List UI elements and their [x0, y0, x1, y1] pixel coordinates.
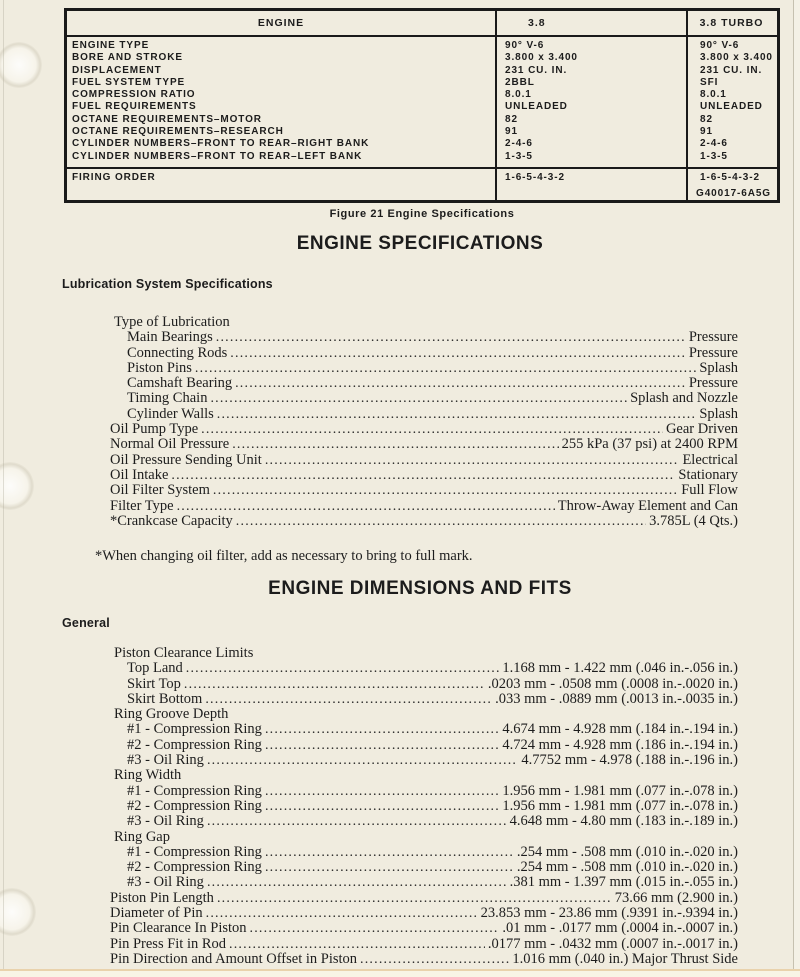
dot-leader [236, 514, 646, 529]
heading-engine-dimensions: ENGINE DIMENSIONS AND FITS [268, 578, 572, 599]
table-cell-3-8: 231 CU. IN. [505, 64, 568, 76]
table-cell-3-8: 91 [505, 126, 518, 138]
spec-label: Cylinder Walls [127, 405, 214, 422]
spec-value: .254 mm - .508 mm (.010 in.-.020 in.) [516, 859, 738, 876]
dot-leader [201, 422, 663, 437]
table-cell-3-8-turbo: 1-3-5 [700, 150, 728, 162]
spec-label: #3 - Oil Ring [127, 752, 204, 769]
dot-leader [265, 845, 514, 860]
spec-row [110, 422, 738, 437]
table-row-label: FUEL REQUIREMENTS [72, 101, 197, 113]
firing-order-3-8-turbo: 1-6-5-4-3-2 [700, 172, 760, 183]
spec-row [110, 784, 738, 799]
spec-value: 73.66 mm (2.900 in.) [614, 889, 738, 906]
spec-group-heading [110, 707, 738, 722]
firing-order-3-8: 1-6-5-4-3-2 [505, 172, 565, 183]
dot-leader [207, 753, 518, 768]
spec-value: Pressure [688, 344, 738, 361]
spec-row [110, 937, 738, 952]
spec-row [110, 753, 738, 768]
spec-row [110, 799, 738, 814]
engine-spec-table [64, 8, 780, 203]
table-cell-3-8: 1-3-5 [505, 150, 533, 162]
table-header-3-8-turbo: 3.8 TURBO [699, 17, 764, 29]
spec-label: Normal Oil Pressure [110, 436, 230, 453]
spec-row [110, 453, 738, 468]
spec-value: 4.648 mm - 4.80 mm (.183 in.-.189 in.) [509, 813, 738, 830]
page-left-edge [3, 0, 4, 977]
table-row-label: OCTANE REQUIREMENTS–MOTOR [72, 113, 262, 125]
spec-label: Pin Press Fit in Rod [110, 935, 227, 952]
spec-row [110, 677, 738, 692]
table-column-divider-1 [495, 11, 497, 200]
dot-leader [186, 661, 500, 676]
table-cell-3-8: 2-4-6 [505, 138, 533, 150]
dot-leader [217, 891, 612, 906]
table-body [67, 40, 777, 163]
table-column-labels [67, 40, 495, 163]
table-row-label: DISPLACEMENT [72, 64, 162, 76]
spec-row [110, 661, 738, 676]
spec-label: #2 - Compression Ring [127, 736, 262, 753]
table-cell-3-8-turbo: 3.800 x 3.400 [700, 52, 773, 64]
spec-row [110, 692, 738, 707]
binder-hole-embossing-top [0, 42, 42, 88]
dot-leader [230, 346, 686, 361]
spec-label: Filter Type [110, 497, 174, 514]
spec-value: Pressure [688, 329, 738, 346]
spec-label: *Crankcase Capacity [110, 512, 233, 529]
spec-row [110, 845, 738, 860]
spec-value: .254 mm - .508 mm (.010 in.-.020 in.) [516, 843, 738, 860]
dot-leader [265, 738, 499, 753]
table-row-label: ENGINE TYPE [72, 40, 150, 51]
spec-group-heading [110, 768, 738, 783]
table-row-label: BORE AND STROKE [72, 52, 183, 64]
spec-label: Timing Chain [127, 390, 208, 407]
spec-row [110, 906, 738, 921]
oil-filter-footnote: *When changing oil filter, add as necessary to bring to full mark. [95, 548, 473, 564]
table-row-label: FUEL SYSTEM TYPE [72, 76, 186, 88]
spec-row [110, 499, 738, 514]
spec-label: Ring Gap [114, 828, 170, 845]
spec-label: Ring Width [114, 767, 182, 784]
table-cell-3-8: UNLEADED [505, 101, 568, 113]
spec-row [110, 407, 738, 422]
section-general-label: General [62, 616, 110, 630]
spec-label: #3 - Oil Ring [127, 813, 204, 830]
table-cell-3-8: 3.800 x 3.400 [505, 52, 578, 64]
spec-value: .0203 mm - .0508 mm (.0008 in.-.0020 in.) [487, 675, 738, 692]
dot-leader [213, 483, 678, 498]
dot-leader [217, 407, 697, 422]
table-header-3-8: 3.8 [528, 17, 546, 29]
dot-leader [207, 814, 507, 829]
spec-label: Pin Clearance In Piston [110, 920, 247, 937]
dot-leader [207, 875, 507, 890]
table-cell-3-8-turbo: UNLEADED [700, 101, 763, 113]
spec-row [110, 860, 738, 875]
table-cell-3-8: 8.0.1 [505, 89, 532, 101]
spec-group-heading [110, 646, 738, 661]
spec-row [110, 330, 738, 345]
table-cell-3-8-turbo: 90° V-6 [700, 40, 740, 51]
dot-leader [250, 921, 500, 936]
dot-leader [235, 376, 686, 391]
spec-label: #2 - Compression Ring [127, 859, 262, 876]
spec-value: .01 mm - .0177 mm (.0004 in.-.0007 in.) [502, 920, 738, 937]
dot-leader [177, 499, 555, 514]
table-column-3-8-turbo [686, 40, 777, 163]
dot-leader [216, 330, 686, 345]
table-column-3-8 [495, 40, 686, 163]
spec-label: Top Land [127, 660, 183, 677]
table-row-label: COMPRESSION RATIO [72, 89, 196, 101]
page-right-edge [793, 0, 800, 977]
spec-label: Pin Direction and Amount Offset in Piston [110, 950, 358, 967]
binder-hole-embossing-middle [0, 462, 34, 510]
spec-group-heading [110, 315, 738, 330]
spec-label: Piston Pins [127, 359, 192, 376]
spec-value: 4.724 mm - 4.928 mm (.186 in.-.194 in.) [502, 736, 738, 753]
dot-leader [206, 906, 478, 921]
spec-label: Type of Lubrication [114, 314, 230, 330]
spec-value: 1.956 mm - 1.981 mm (.077 in.-.078 in.) [502, 782, 738, 799]
table-header-row [67, 11, 777, 35]
dot-leader [265, 784, 499, 799]
firing-order-label: FIRING ORDER [72, 172, 156, 183]
spec-value: Splash [699, 359, 738, 376]
spec-label: #1 - Compression Ring [127, 843, 262, 860]
section-lubrication-label: Lubrication System Specifications [62, 277, 273, 291]
page-bottom-edge [0, 969, 800, 977]
spec-label: #1 - Compression Ring [127, 782, 262, 799]
spec-row [110, 468, 738, 483]
dot-leader [171, 468, 675, 483]
spec-value: Electrical [682, 451, 738, 468]
spec-value: .0177 mm - .0432 mm (.0007 in.-.0017 in.) [487, 935, 738, 952]
lubrication-spec-list [110, 315, 738, 529]
spec-row [110, 391, 738, 406]
spec-value: 1.168 mm - 1.422 mm (.046 in.-.056 in.) [502, 660, 738, 677]
dot-leader [265, 860, 514, 875]
spec-value: Splash and Nozzle [630, 390, 738, 407]
heading-engine-specifications: ENGINE SPECIFICATIONS [296, 233, 544, 254]
spec-label: Piston Clearance Limits [114, 645, 254, 661]
spec-row [110, 514, 738, 529]
spec-row [110, 891, 738, 906]
table-cell-3-8: 2BBL [505, 76, 535, 88]
spec-value: Pressure [688, 375, 738, 392]
table-row-label: CYLINDER NUMBERS–FRONT TO REAR–RIGHT BANK [72, 138, 370, 150]
spec-row [110, 875, 738, 890]
spec-label: Connecting Rods [127, 344, 228, 361]
spec-value: Stationary [678, 466, 738, 483]
spec-value: 3.785L (4 Qts.) [649, 512, 738, 529]
spec-label: #3 - Oil Ring [127, 874, 204, 891]
spec-value: Gear Driven [665, 421, 738, 438]
spec-value: 1.956 mm - 1.981 mm (.077 in.-.078 in.) [502, 797, 738, 814]
binder-hole-embossing-bottom [0, 888, 36, 936]
spec-row [110, 376, 738, 391]
table-column-divider-2 [686, 11, 688, 200]
dot-leader [210, 391, 627, 406]
spec-row [110, 921, 738, 936]
dimensions-spec-list [110, 646, 738, 967]
spec-row [110, 437, 738, 452]
spec-label: Oil Filter System [110, 482, 210, 499]
spec-label: Piston Pin Length [110, 889, 214, 906]
spec-value: .381 mm - 1.397 mm (.015 in.-.055 in.) [509, 874, 738, 891]
spec-row [110, 814, 738, 829]
table-cell-3-8-turbo: 91 [700, 126, 713, 138]
dot-leader [205, 692, 492, 707]
table-cell-3-8: 90° V-6 [505, 40, 545, 51]
spec-label: Diameter of Pin [110, 905, 203, 922]
spec-label: Camshaft Bearing [127, 375, 233, 392]
spec-label: Main Bearings [127, 329, 213, 346]
spec-label: Oil Pump Type [110, 421, 199, 438]
spec-row [110, 361, 738, 376]
dot-leader [360, 952, 509, 967]
spec-group-heading [110, 830, 738, 845]
spec-row [110, 952, 738, 967]
table-row-label: OCTANE REQUIREMENTS–RESEARCH [72, 126, 284, 138]
table-cell-3-8-turbo: 231 CU. IN. [700, 64, 763, 76]
spec-label: Ring Groove Depth [114, 706, 229, 723]
spec-value: Full Flow [681, 482, 738, 499]
dot-leader [229, 937, 485, 952]
spec-value: 4.7752 mm - 4.978 (.188 in.-.196 in.) [521, 752, 738, 769]
spec-value: 4.674 mm - 4.928 mm (.184 in.-.194 in.) [502, 721, 738, 738]
table-firing-rule [67, 167, 777, 169]
spec-row [110, 738, 738, 753]
figure-caption: Figure 21 Engine Specifications [329, 208, 515, 220]
spec-label: Skirt Top [127, 675, 181, 692]
spec-value: 255 kPa (37 psi) at 2400 RPM [561, 436, 738, 453]
spec-value: Splash [699, 405, 738, 422]
spec-value: 1.016 mm (.040 in.) Major Thrust Side [512, 950, 738, 967]
dot-leader [195, 361, 696, 376]
table-cell-3-8-turbo: SFI [700, 76, 719, 88]
table-header-rule [67, 35, 777, 37]
table-cell-3-8: 82 [505, 113, 518, 125]
spec-value: Throw-Away Element and Can [557, 497, 738, 514]
spec-label: Skirt Bottom [127, 690, 203, 707]
table-cell-3-8-turbo: 82 [700, 113, 713, 125]
table-cell-3-8-turbo: 2-4-6 [700, 138, 728, 150]
spec-row [110, 346, 738, 361]
spec-label: Oil Pressure Sending Unit [110, 451, 262, 468]
firing-order-row [67, 172, 777, 186]
figure-code: G40017-6A5G [696, 188, 771, 199]
dot-leader [265, 453, 680, 468]
table-row-label: CYLINDER NUMBERS–FRONT TO REAR–LEFT BANK [72, 150, 363, 162]
table-header-engine: ENGINE [257, 17, 305, 29]
spec-label: Oil Intake [110, 466, 169, 483]
spec-value: .033 mm - .0889 mm (.0013 in.-.0035 in.) [495, 690, 738, 707]
dot-leader [232, 437, 558, 452]
spec-value: 23.853 mm - 23.86 mm (.9391 in.-.9394 in.) [480, 905, 738, 922]
spec-label: #1 - Compression Ring [127, 721, 262, 738]
table-cell-3-8-turbo: 8.0.1 [700, 89, 727, 101]
dot-leader [184, 677, 485, 692]
spec-label: #2 - Compression Ring [127, 797, 262, 814]
spec-row [110, 483, 738, 498]
dot-leader [265, 722, 499, 737]
spec-row [110, 722, 738, 737]
dot-leader [265, 799, 499, 814]
